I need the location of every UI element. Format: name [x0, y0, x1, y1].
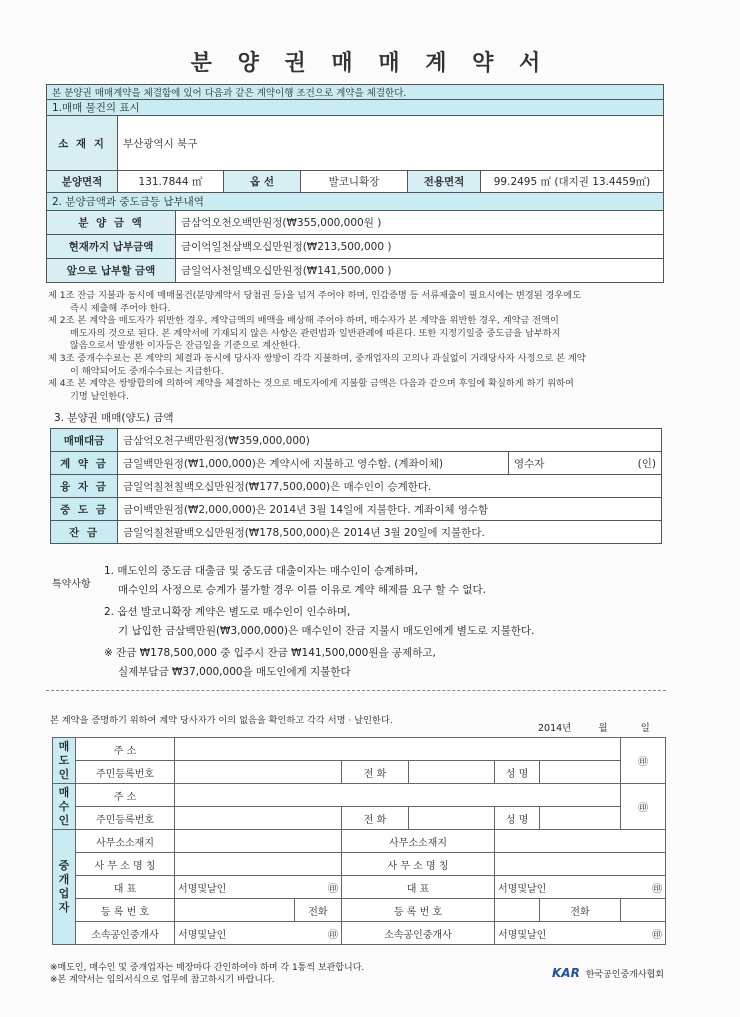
- exclusive-area-value: 99.2495 ㎡ (대지권 13.4459㎡): [481, 171, 664, 193]
- payment-table: [46, 192, 664, 283]
- article-line: 즉시 제출해 주어야 한다.: [70, 302, 171, 314]
- agent1-reg-label: 등 록 번 호: [76, 899, 175, 922]
- area-label: 분양면적: [47, 171, 118, 193]
- agent2-office-name-label: 사 무 소 명 칭: [342, 853, 495, 876]
- interim-label: 중 도 금: [51, 498, 118, 521]
- section2-heading: 2. 분양금액과 중도금등 납부내역: [47, 193, 664, 211]
- section3-heading: 3. 분양권 매매(양도) 금액: [54, 412, 174, 424]
- paid-amount-label: 현재까지 납부금액: [47, 235, 176, 259]
- divider: [46, 690, 666, 691]
- loan-label: 융 자 금: [51, 475, 118, 498]
- agent1-broker-seal: ㊞: [328, 929, 338, 941]
- agent1-office-name-label: 사 무 소 명 칭: [76, 853, 175, 876]
- agent2-rep-sign[interactable]: [495, 876, 666, 899]
- area-value: 131.7844 ㎡: [118, 171, 224, 193]
- agent2-reg-label: 등 록 번 호: [342, 899, 495, 922]
- agent1-office-name-input[interactable]: [175, 853, 342, 876]
- remaining-amount-value: 금일억사천일백오십만원정(₩141,500,000 ): [176, 259, 664, 283]
- special-line: 기 납입한 금삼백만원(₩3,000,000)은 매수인이 잔금 지불시 매도인에게 별도로 지불한다.: [118, 624, 535, 637]
- agent2-phone-label: 전화: [540, 899, 621, 922]
- special-line: ※ 잔금 ₩178,500,000 중 입주시 잔금 ₩141,500,000원을 공제하고,: [104, 647, 436, 659]
- special-terms-label: 특약사항: [52, 579, 91, 590]
- footer-notes: [50, 962, 364, 986]
- buyer-name-input[interactable]: [540, 807, 621, 830]
- special-terms-block: [104, 562, 534, 681]
- article-line: 제 1조 잔금 지불과 동시에 매매물건(분양계약서 당첨권 등)을 넘겨 주어야 하며, 인감증명 등 서류제출이 필요시에는 변경된 경우에도: [48, 290, 582, 301]
- seller-address-input[interactable]: [175, 738, 621, 761]
- trade-price-value: 금삼억오천구백만원정(₩359,000,000): [118, 429, 662, 452]
- buyer-id-label: 주민등록번호: [76, 807, 175, 830]
- buyer-seal: ㊞: [621, 784, 666, 830]
- kar-logo-icon: KAR: [552, 966, 580, 980]
- article-line: 제 2조 본 계약을 매도자가 위반한 경우, 계약금액의 배액을 배상해 주어야 하며, 매수자가 본 계약을 위반한 경우, 계약금 전액이: [48, 315, 559, 327]
- location-value: 부산광역시 북구: [118, 116, 664, 171]
- recipient-cell: [509, 452, 662, 475]
- sale-price-label: 분 양 금 액: [47, 211, 176, 235]
- buyer-phone-label: 전 화: [342, 807, 409, 830]
- article-line: 않음으로서 발생한 이자등은 잔금일을 기준으로 계산한다.: [70, 340, 301, 352]
- exclusive-area-label: 전용면적: [408, 171, 481, 193]
- buyer-phone-input[interactable]: [409, 807, 495, 830]
- balance-value: 금일억칠천팔백오십만원정(₩178,500,000)은 2014년 3월 20일에 지불한다.: [118, 521, 662, 544]
- date-month: 월: [598, 723, 608, 734]
- contract-date: [538, 720, 650, 734]
- association-name: 한국공인중개사협회: [585, 970, 664, 980]
- buyer-address-input[interactable]: [175, 784, 621, 807]
- agent2-office-name-input[interactable]: [495, 853, 666, 876]
- agent1-reg-input[interactable]: [175, 899, 295, 922]
- deposit-value: 금일백만원정(₩1,000,000)은 계약시에 지불하고 영수함. (계좌이체): [118, 452, 509, 475]
- agent2-rep-sign-label: 서명및날인: [498, 883, 547, 895]
- agent2-broker-sign-label: 서명및날인: [498, 929, 547, 941]
- agent2-broker-sign[interactable]: [495, 922, 666, 945]
- agent1-phone-label: 전화: [294, 899, 341, 922]
- sale-price-value: 금삼억오천오백만원정(₩355,000,000원 ): [176, 211, 664, 235]
- agent2-reg-input[interactable]: [495, 899, 540, 922]
- remaining-amount-label: 앞으로 납부할 금액: [47, 259, 176, 283]
- property-table: [46, 84, 664, 193]
- recipient-label: 영수자: [514, 457, 545, 470]
- interim-value: 금이백만원정(₩2,000,000)은 2014년 3월 14일에 지불한다. 계좌이체 영수함: [118, 498, 662, 521]
- trade-price-label: 매매대금: [51, 429, 118, 452]
- article-line: 이 해약되어도 중개수수료는 지급한다.: [70, 365, 224, 377]
- article-line: 제 3조 중개수수료는 본 계약의 체결과 동시에 당사자 쌍방이 각각 지불하며, 중개업자의 고의나 과실없이 거래당사자 사정으로 본 계약: [48, 352, 586, 364]
- association-logo: [552, 966, 664, 980]
- balance-label: 잔 금: [51, 521, 118, 544]
- agent1-broker-label: 소속공인중개사: [76, 922, 175, 945]
- attestation-text: 본 계약을 증명하기 위하여 계약 당사자가 이의 없음을 확인하고 각각 서명 · 날인한다.: [50, 715, 393, 726]
- agent2-phone-input[interactable]: [621, 899, 666, 922]
- agent2-broker-label: 소속공인중개사: [342, 922, 495, 945]
- footer-line: ※본 계약서는 임의서식으로 업무에 참고하시기 바랍니다.: [50, 975, 275, 985]
- recipient-seal: (인): [637, 457, 656, 470]
- seller-seal: ㊞: [621, 738, 666, 784]
- agent1-broker-sign-label: 서명및날인: [178, 929, 227, 941]
- seller-name-input[interactable]: [540, 761, 621, 784]
- agent1-office-addr-input[interactable]: [175, 830, 342, 853]
- section1-heading: 1.매매 물건의 표시: [47, 100, 664, 116]
- agent1-rep-sign-label: 서명및날인: [178, 883, 227, 895]
- seller-id-input[interactable]: [175, 761, 342, 784]
- price-table: [50, 428, 662, 544]
- article-line: 제 4조 본 계약은 쌍방합의에 의하여 계약을 체결하는 것으로 매도자에게 지불할 금액은 다음과 같으며 후일에 확실하게 하기 위하여: [48, 378, 574, 390]
- option-value: 발코니확장: [301, 171, 408, 193]
- agent2-office-addr-input[interactable]: [495, 830, 666, 853]
- intro-text: 본 분양권 매매계약을 체결함에 있어 다음과 같은 계약이행 조건으로 계약을 체결한다.: [47, 85, 664, 100]
- buyer-name-label: 성 명: [495, 807, 540, 830]
- agent2-office-addr-label: 사무소소재지: [342, 830, 495, 853]
- agent2-rep-seal: ㊞: [652, 883, 662, 895]
- deposit-label: 계 약 금: [51, 452, 118, 475]
- agent-label: 중 개 업 자: [53, 830, 76, 945]
- special-line: 실제부담금 ₩37,000,000을 매도인에게 지불한다: [118, 665, 351, 678]
- agent2-rep-label: 대 표: [342, 876, 495, 899]
- special-line: 매수인의 사정으로 승계가 불가할 경우 이를 이유로 계약 해제를 요구 할 수 없다.: [118, 583, 486, 596]
- special-line: 2. 옵션 발코니확장 계약은 별도로 매수인이 인수하며,: [104, 606, 351, 618]
- location-label: 소 재 지: [47, 116, 118, 171]
- special-line: 1. 매도인의 중도금 대출금 및 중도금 대출이자는 매수인이 승계하며,: [104, 565, 418, 577]
- articles-block: [48, 290, 688, 403]
- seller-id-label: 주민등록번호: [76, 761, 175, 784]
- date-year: 2014년: [538, 723, 572, 734]
- signature-table: [52, 737, 666, 945]
- agent1-rep-label: 대 표: [76, 876, 175, 899]
- seller-name-label: 성 명: [495, 761, 540, 784]
- seller-phone-input[interactable]: [409, 761, 495, 784]
- buyer-address-label: 주 소: [76, 784, 175, 807]
- article-line: 매도자의 것으로 된다. 본 계약서에 기재되지 않은 사항은 관련법과 일반관례에 따른다. 또한 지정기일중 중도금을 납부하지: [70, 327, 561, 339]
- agent1-office-addr-label: 사무소소재지: [76, 830, 175, 853]
- buyer-id-input[interactable]: [175, 807, 342, 830]
- agent2-broker-seal: ㊞: [652, 929, 662, 941]
- seller-address-label: 주 소: [76, 738, 175, 761]
- loan-value: 금일억칠천칠백오십만원정(₩177,500,000)은 매수인이 승계한다.: [118, 475, 662, 498]
- seller-label: 매 도 인: [53, 738, 76, 784]
- agent1-rep-sign[interactable]: [175, 876, 342, 899]
- date-day: 일: [640, 723, 650, 734]
- option-label: 옵 선: [224, 171, 301, 193]
- document-title: 분 양 권 매 매 계 약 서: [190, 51, 550, 76]
- paid-amount-value: 금이억일천삼백오십만원정(₩213,500,000 ): [176, 235, 664, 259]
- article-line: 기명 날인한다.: [70, 390, 130, 402]
- agent1-broker-sign[interactable]: [175, 922, 342, 945]
- buyer-label: 매 수 인: [53, 784, 76, 830]
- footer-line: ※매도인, 매수인 및 중개업자는 매장마다 간인하여야 하며 각 1통씩 보관합니다.: [50, 963, 365, 973]
- agent1-rep-seal: ㊞: [328, 883, 338, 895]
- seller-phone-label: 전 화: [342, 761, 409, 784]
